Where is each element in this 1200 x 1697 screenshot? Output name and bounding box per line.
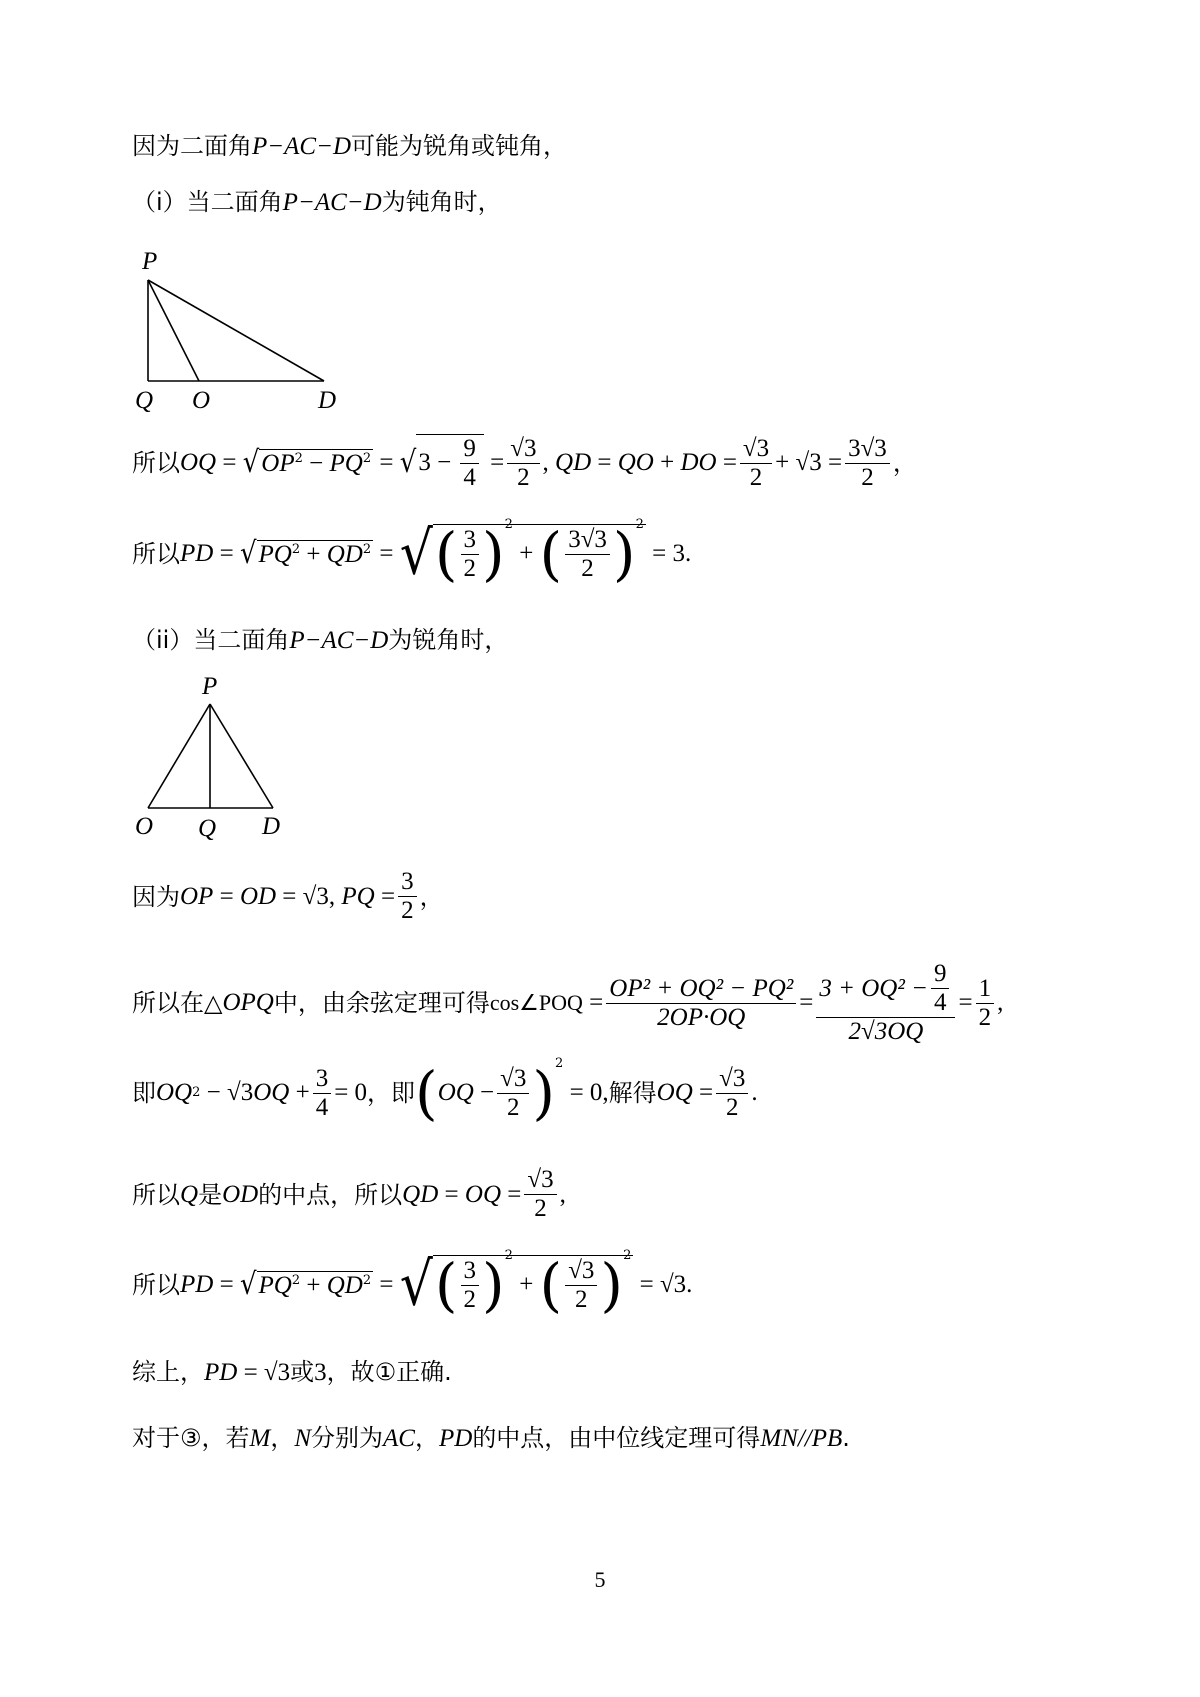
math: OQ	[180, 449, 217, 476]
text: 所以	[132, 1180, 180, 1209]
numerator: OP² + OQ² − PQ²	[606, 975, 796, 1004]
fraction	[524, 1166, 556, 1223]
fraction	[816, 960, 955, 1046]
math: QD	[326, 540, 363, 568]
text: 所以	[132, 539, 180, 568]
math: Q	[180, 1180, 199, 1208]
numerator: 9	[931, 960, 950, 989]
text-line-1	[132, 130, 567, 163]
text: ,	[559, 1180, 566, 1208]
text: 中，由余弦定理可得	[273, 989, 490, 1017]
fraction	[461, 526, 480, 583]
text-line-5	[132, 624, 508, 657]
fraction	[460, 435, 479, 492]
denominator: 2	[978, 1003, 992, 1031]
text: 是	[198, 1180, 223, 1209]
label-o: O	[135, 813, 154, 840]
text: 因为二面角	[132, 132, 252, 160]
text: 所以	[132, 449, 180, 477]
formula-line-10	[132, 1248, 693, 1319]
text: 的中点，所以	[258, 1180, 403, 1209]
sqrt: √ $OP^2 - PQ^2$	[242, 445, 372, 481]
sqrt: √ ( $\frac{3}{2}$ ) 2 + ( $\frac{3√3}{2}$ ) 2	[399, 517, 644, 588]
formula-line-3	[132, 434, 917, 492]
fraction	[565, 1257, 597, 1314]
numerator: √3	[524, 1166, 556, 1195]
denominator: 2	[463, 554, 477, 582]
text-line-2	[132, 186, 502, 219]
math: PQ	[258, 540, 292, 568]
sqrt: √ 3 − $\frac{9}{4}$	[400, 434, 484, 492]
formula: 所以 PD = √ $PQ^2 + QD^2$ = √ ( $\frac{3}{2}$ ) 2 + ( $\frac{√3}{2}$ ) 2 = √3 .	[132, 1248, 693, 1319]
sqrt: √ $PQ^2 + QD^2$	[239, 1267, 372, 1302]
formula: 所以 OQ = √ $OP^2 - PQ^2$ = √ 3 − $\frac{9}{4}$ = $\frac{√3}{2}$ , QD = QO + DO = $\frac{√3}{2}$ + √3 = $\frac{3√3}{2}$ ，	[132, 434, 917, 491]
numerator: 3√3	[565, 526, 610, 555]
text: ，即	[367, 1079, 416, 1107]
text: .	[842, 1424, 850, 1452]
fraction	[716, 1065, 748, 1122]
denominator: 2	[726, 1093, 739, 1121]
text: 的中点，由中位线定理可得	[472, 1424, 761, 1452]
numerator: 3	[461, 526, 480, 555]
numerator: 9	[460, 435, 479, 464]
text: 所以	[132, 1270, 180, 1299]
text: 可能为锐角或钝角，	[351, 132, 568, 160]
fraction	[461, 1257, 480, 1314]
text: ，故①正确.	[326, 1358, 452, 1386]
formula: 即 OQ 2 − √3 OQ + $\frac{3}{4}$ = 0 ，即 ( OQ − $\frac{√3}{2}$ ) 2 = 0, 解得 OQ = $\frac{√3}{2}$ .	[132, 1056, 758, 1127]
denominator: 2	[401, 897, 414, 924]
math: 3	[314, 1359, 327, 1386]
numerator: 3√3	[845, 435, 890, 464]
denominator: 2	[507, 1093, 520, 1121]
text: 对于③，若	[132, 1424, 250, 1452]
denominator: 2	[575, 1285, 588, 1313]
denominator: 2√3OQ	[848, 1018, 924, 1045]
denominator: 2OP·OQ	[657, 1003, 746, 1031]
formula-line-9	[132, 1166, 566, 1223]
page-number: 5	[594, 1567, 606, 1592]
formula-line-7	[132, 960, 1003, 1046]
formula: 所以 PD = √ $PQ^2 + QD^2$ = √ ( $\frac{3}{2}$ ) 2 + ( $\frac{3√3}{2}$ ) 2 = 3 .	[132, 517, 692, 588]
denominator: 2	[581, 554, 594, 582]
math: PD	[204, 1359, 238, 1386]
text: 所以在△	[132, 989, 223, 1017]
math: M	[249, 1425, 271, 1452]
fraction	[507, 435, 539, 492]
numerator: √3	[507, 435, 539, 464]
label-q: Q	[135, 387, 154, 414]
segment-po	[148, 704, 210, 808]
numerator: √3	[740, 435, 772, 464]
denominator: 2	[463, 1285, 477, 1313]
text: （i）当二面角	[132, 188, 283, 216]
math: P−AC−D	[289, 627, 389, 654]
math: OQ	[156, 1079, 193, 1106]
math: 3 + OQ² −	[819, 974, 928, 1002]
denominator: 2	[534, 1195, 547, 1222]
sqrt: √ $PQ^2 + QD^2$	[239, 536, 372, 571]
denominator: 2	[749, 463, 763, 491]
numerator: 3	[313, 1065, 332, 1094]
text: .	[751, 1079, 758, 1106]
denominator: 4	[933, 989, 947, 1016]
math: OQ	[437, 1079, 474, 1106]
formula: 所以在△ OPQ 中，由余弦定理可得 cos∠POQ = $\frac{\text{OP² + OQ² − PQ²}}{2OP\cdot OQ}$ = 3 + OQ² − $\frac{9}{4}$ 2√3OQ = $\frac{1}{2}$ ,	[132, 960, 1004, 1045]
math: QD	[402, 1180, 439, 1208]
math: N	[294, 1425, 312, 1452]
denominator: 4	[463, 464, 476, 491]
numerator: √3	[497, 1065, 529, 1094]
math: OD	[222, 1180, 259, 1208]
label-o: O	[192, 387, 211, 414]
fraction	[565, 526, 610, 583]
math: OQ	[464, 1180, 501, 1208]
math: PD	[438, 1425, 473, 1452]
text-line-11: 综上，PD = √3或3，故①正确.	[132, 1358, 452, 1386]
formula-line-6	[132, 868, 444, 925]
text: 综上，	[132, 1358, 204, 1386]
math: PQ	[258, 1271, 292, 1299]
numerator: 1	[976, 975, 995, 1004]
denominator: 2	[861, 463, 874, 491]
label-d: D	[262, 813, 281, 840]
text: 为锐角时，	[388, 626, 509, 654]
text: ，	[892, 449, 917, 477]
text: ，	[270, 1424, 295, 1452]
text: ，	[414, 1424, 439, 1452]
math: DO	[680, 449, 717, 476]
math: OQ	[656, 1079, 693, 1106]
numerator: √3	[565, 1257, 597, 1286]
math: PQ	[329, 450, 363, 477]
math: AC	[383, 1425, 415, 1452]
math: QD	[555, 449, 592, 476]
formula: 所以 Q 是 OD 的中点，所以 QD = OQ = $\frac{√3}{2}$ ,	[132, 1166, 566, 1222]
denominator: 4	[315, 1093, 329, 1121]
text: ,	[997, 989, 1004, 1016]
label-p: P	[202, 673, 218, 700]
math: PQ	[341, 882, 375, 910]
sqrt: √ ( $\frac{3}{2}$ ) 2 + ( $\frac{√3}{2}$ ) 2	[399, 1248, 632, 1319]
text: 为钝角时，	[381, 188, 502, 216]
math: OP	[180, 882, 214, 910]
text: 分别为	[311, 1424, 384, 1452]
text: 解得	[608, 1079, 657, 1107]
figure-obtuse-case	[132, 245, 362, 415]
fraction	[740, 435, 772, 492]
numerator: 3	[398, 868, 417, 897]
math: QO	[617, 449, 654, 476]
math: P−AC−D	[282, 189, 382, 216]
text: （ii）当二面角	[132, 626, 290, 654]
fraction	[398, 868, 417, 925]
fraction	[313, 1065, 332, 1122]
label-p: P	[142, 248, 158, 275]
math: OQ	[253, 1079, 290, 1106]
math: OPQ	[222, 989, 274, 1016]
label-q: Q	[198, 815, 217, 842]
text: 或	[290, 1358, 315, 1386]
segment-pd	[210, 704, 273, 808]
math: OP	[261, 450, 295, 477]
math: P−AC−D	[252, 133, 352, 160]
denominator: 2	[517, 463, 530, 491]
text: .	[686, 1270, 693, 1298]
fraction	[606, 975, 796, 1032]
segment-pd	[148, 280, 324, 381]
math: PD	[180, 539, 214, 567]
formula-line-8	[132, 1056, 758, 1127]
text: .	[684, 539, 692, 567]
formula-line-4	[132, 517, 692, 588]
numerator: √3	[716, 1065, 748, 1094]
text: 即	[132, 1079, 156, 1107]
math: cos∠POQ	[489, 990, 583, 1015]
math: PD	[180, 1270, 214, 1298]
text: 因为	[132, 882, 180, 911]
formula: 因为 OP = OD = √3, PQ = $\frac{3}{2}$ ，	[132, 868, 444, 924]
label-d: D	[318, 387, 337, 414]
fraction	[976, 975, 995, 1032]
math: QD	[326, 1271, 363, 1299]
fraction	[845, 435, 890, 492]
text-line-12	[132, 1422, 850, 1455]
result: 3	[672, 539, 685, 567]
text: ，	[419, 882, 444, 911]
numerator: 3	[461, 1257, 480, 1286]
figure-acute-case	[132, 672, 292, 842]
math: OD	[239, 882, 277, 910]
math: MN//PB	[760, 1425, 843, 1452]
fraction	[497, 1065, 529, 1122]
